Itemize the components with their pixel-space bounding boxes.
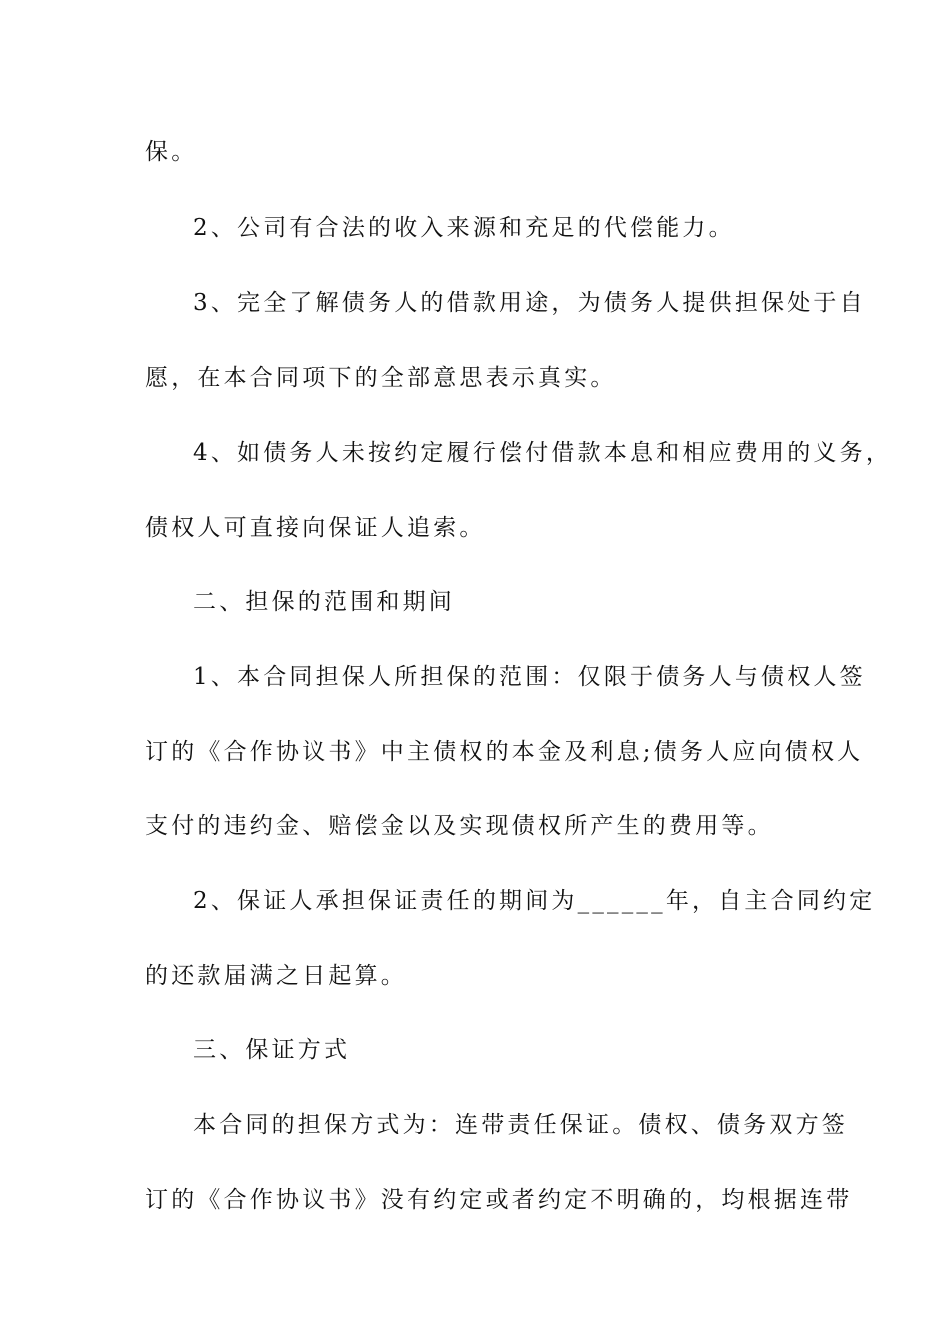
section-heading-scope: 二、担保的范围和期间 <box>193 589 455 615</box>
clause-4-continuation: 债权人可直接向保证人追索。 <box>145 515 486 541</box>
scope-clause-1-continuation: 订的《合作协议书》中主债权的本金及利息;债务人应向债权人 <box>145 739 864 765</box>
clause-3-line: 3、完全了解债务人的借款用途，为债务人提供担保处于自 <box>193 290 866 316</box>
scope-clause-1-line: 1、本合同担保人所担保的范围：仅限于债务人与债权人签 <box>193 664 866 690</box>
scope-clause-2-continuation: 的还款届满之日起算。 <box>145 963 407 989</box>
clause-4-line: 4、如债务人未按约定履行偿付借款本息和相应费用的义务， <box>193 440 893 466</box>
clause-2-line: 2、公司有合法的收入来源和充足的代偿能力。 <box>193 215 735 241</box>
scope-clause-2-line: 2、保证人承担保证责任的期间为______年，自主合同约定 <box>193 888 876 914</box>
paragraph-line: 保。 <box>145 139 198 165</box>
method-paragraph-continuation: 订的《合作协议书》没有约定或者约定不明确的，均根据连带 <box>145 1187 853 1213</box>
method-paragraph-line: 本合同的担保方式为：连带责任保证。债权、债务双方签 <box>193 1112 848 1138</box>
section-heading-method: 三、保证方式 <box>193 1037 351 1063</box>
clause-3-continuation: 愿，在本合同项下的全部意思表示真实。 <box>145 365 617 391</box>
scope-clause-1-continuation: 支付的违约金、赔偿金以及实现债权所产生的费用等。 <box>145 813 774 839</box>
